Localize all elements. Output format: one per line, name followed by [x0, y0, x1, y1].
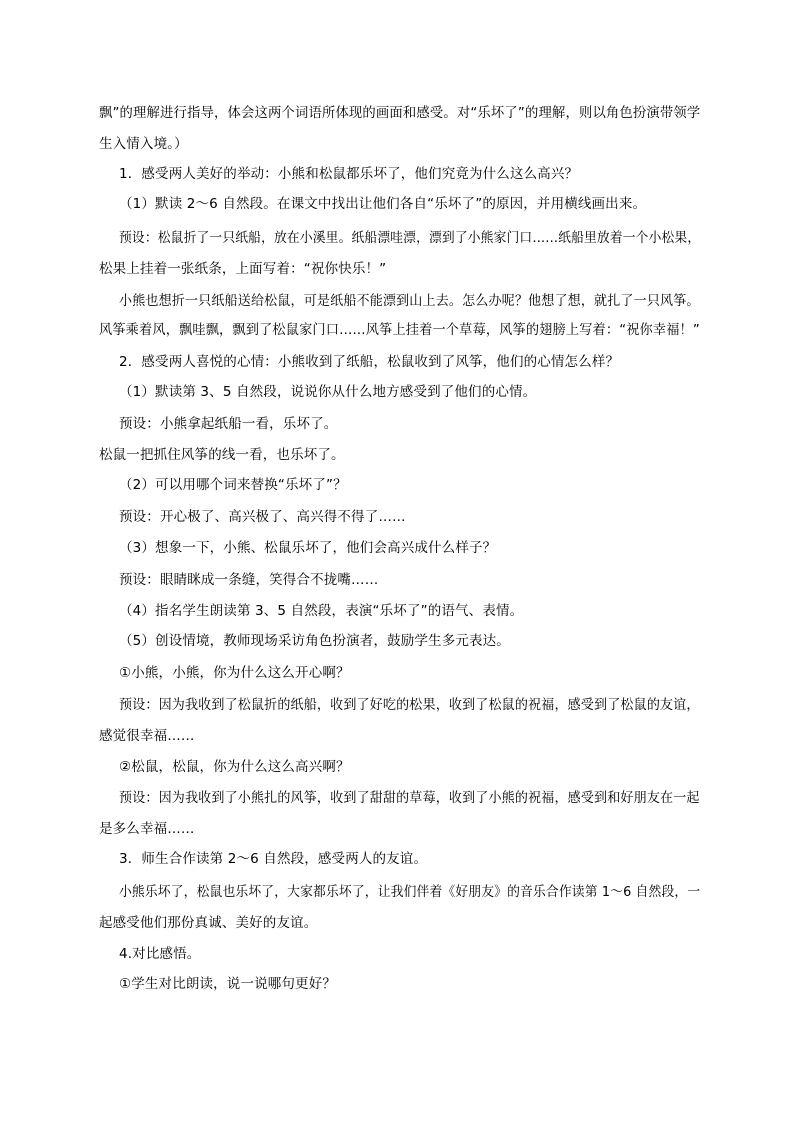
text-line: 风筝乘着风，飘哇飘，飘到了松鼠家门口……风筝上挂着一个草莓，风筝的翅膀上写着：“祝你幸福！” [99, 322, 700, 338]
text-line: 预设：因为我收到了小熊扎的风筝，收到了甜甜的草莓，收到了小熊的祝福，感受到和好朋友在一起 [119, 790, 700, 806]
text-line: （2）可以用哪个词来替换“乐坏了”？ [119, 477, 347, 493]
text-line: （1）默读 2～6 自然段。在课文中找出让他们各自“乐坏了”的原因，并用横线画出来。 [119, 196, 647, 212]
text-line: 1．感受两人美好的举动：小熊和松鼠都乐坏了，他们究竟为什么这么高兴？ [119, 166, 579, 182]
text-line: ①小熊，小熊，你为什么这么开心啊？ [119, 665, 350, 681]
text-line: ①学生对比朗读，说一说哪句更好？ [119, 976, 337, 992]
text-line: 2．感受两人喜悦的心情：小熊收到了纸船，松鼠收到了风筝，他们的心情怎么样？ [119, 354, 620, 370]
text-line: 松果上挂着一张纸条，上面写着：“祝你快乐！” [99, 261, 387, 277]
text-line: 生入情入境。） [99, 136, 188, 152]
text-line: 感觉很幸福…… [99, 728, 195, 744]
text-line: （4）指名学生朗读第 3、5 自然段，表演“乐坏了”的语气、表情。 [119, 603, 524, 619]
text-line: 4.对比感悟。 [119, 946, 201, 962]
text-line: 小熊乐坏了，松鼠也乐坏了，大家都乐坏了，让我们伴着《好朋友》的音乐合作读第 1～6 自然段，一 [119, 884, 701, 900]
text-line: 预设：开心极了、高兴极了、高兴得不得了…… [119, 509, 406, 525]
text-line: 预设：眼睛眯成一条缝，笑得合不拢嘴…… [119, 572, 379, 588]
text-line: （5）创设情境，教师现场采访角色扮演者，鼓励学生多元表达。 [119, 633, 510, 649]
text-line: （1）默读第 3、5 自然段，说说你从什么地方感受到了他们的心情。 [119, 384, 537, 400]
text-line: （3）想象一下，小熊、松鼠乐坏了，他们会高兴成什么样子？ [119, 540, 497, 556]
text-line: 预设：小熊拿起纸船一看，乐坏了。 [119, 416, 338, 432]
text-line: 预设：因为我收到了松鼠折的纸船，收到了好吃的松果，收到了松鼠的祝福，感受到了松鼠的友谊， [119, 697, 700, 713]
text-line: 松鼠一把抓住风筝的线一看，也乐坏了。 [99, 447, 345, 463]
text-line: 预设：松鼠折了一只纸船，放在小溪里。纸船漂哇漂，漂到了小熊家门口……纸船里放着一个小松果， [119, 230, 701, 246]
text-line: 是多么幸福…… [99, 821, 195, 837]
text-line: ②松鼠，松鼠，你为什么这么高兴啊？ [119, 759, 350, 775]
text-line: 起感受他们那份真诚、美好的友谊。 [99, 915, 318, 931]
text-line: 3．师生合作读第 2～6 自然段，感受两人的友谊。 [119, 851, 428, 867]
text-line: 小熊也想折一只纸船送给松鼠，可是纸船不能漂到山上去。怎么办呢？他想了想，就扎了一只风筝。 [119, 293, 700, 309]
text-line: 飘”的理解进行指导，体会这两个词语所体现的画面和感受。对“乐坏了”的理解，则以角色扮演带领学 [99, 105, 701, 121]
